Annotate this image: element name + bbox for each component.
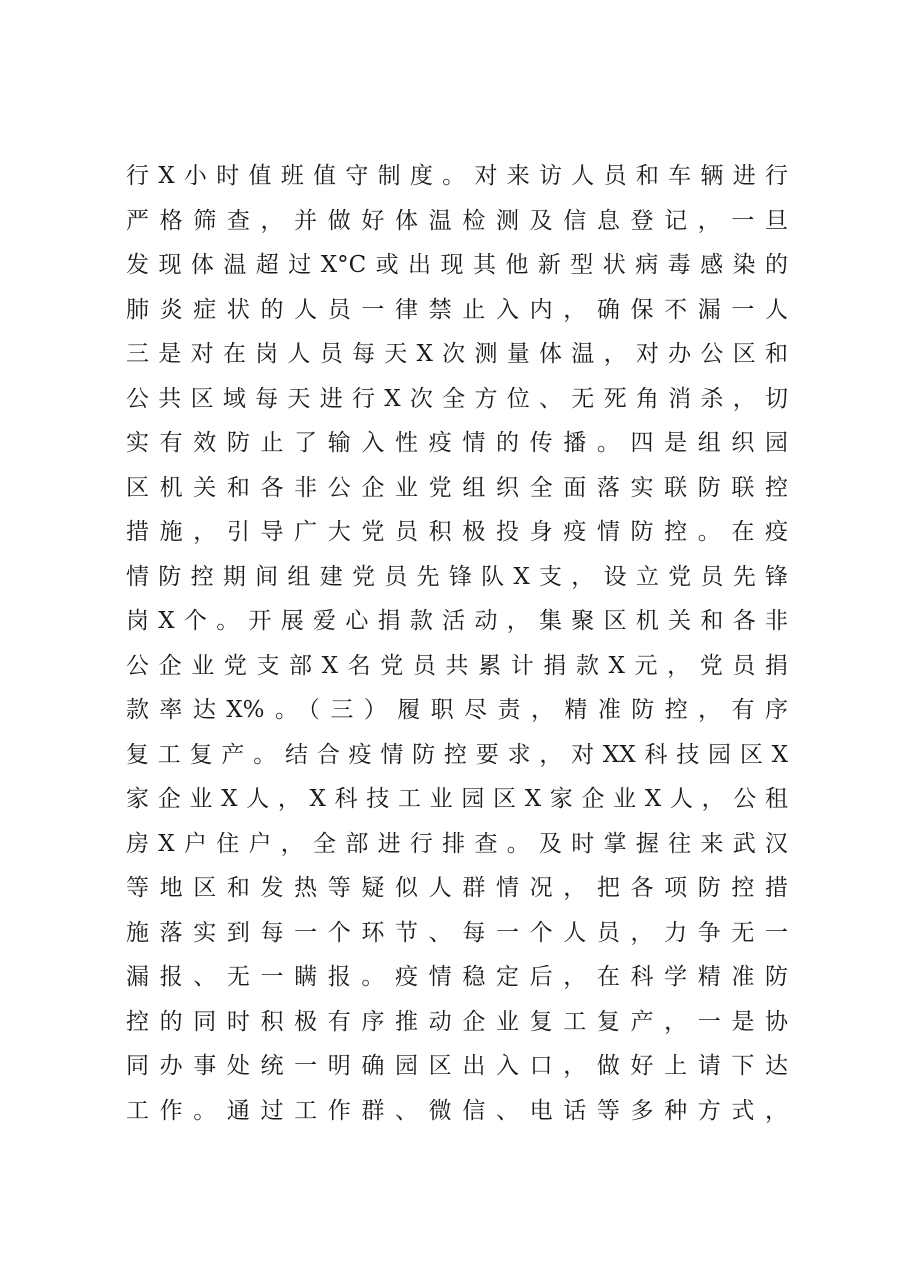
text-line: 公企业党支部X名党员共累计捐款X元，党员捐	[126, 652, 788, 679]
text-line: 漏报、无一瞒报。疫情稳定后，在科学精准防	[126, 964, 788, 990]
text-line: 措施，引导广大党员积极投身疫情防控。在疫	[126, 519, 788, 545]
text-line: 严格筛查，并做好体温检测及信息登记，一旦	[126, 207, 788, 234]
text-line: 岗X个。开展爱心捐款活动，集聚区机关和各非	[126, 608, 788, 634]
text-line: 公共区域每天进行X次全方位、无死角消杀，切	[126, 385, 788, 412]
text-line: 复工复产。结合疫情防控要求，对XX科技园区X	[126, 741, 788, 768]
text-line: 房X户住户，全部进行排查。及时掌握往来武汉	[126, 830, 788, 857]
text-line: 等地区和发热等疑似人群情况，把各项防控措	[126, 875, 788, 901]
text-line: 同办事处统一明确园区出入口，做好上请下达	[126, 1053, 788, 1079]
text-line: 款率达X%。（三）履职尽责，精准防控，有序	[126, 697, 788, 723]
text-line: 施落实到每一个环节、每一个人员，力争无一	[126, 919, 788, 946]
body-text	[126, 154, 788, 1133]
text-line: 三是对在岗人员每天X次测量体温，对办公区和	[126, 341, 788, 367]
text-line: 情防控期间组建党员先锋队X支，设立党员先锋	[126, 563, 788, 590]
text-line: 发现体温超过X°C或出现其他新型状病毒感染的	[126, 252, 788, 278]
text-line: 行X小时值班值守制度。对来访人员和车辆进行	[126, 163, 788, 189]
text-line: 实有效防止了输入性疫情的传播。四是组织园	[126, 430, 788, 456]
text-line: 工作。通过工作群、微信、电话等多种方式，	[126, 1097, 788, 1124]
text-line: 家企业X人，X科技工业园区X家企业X人，公租	[126, 786, 788, 812]
text-line: 肺炎症状的人员一律禁止入内，确保不漏一人	[126, 296, 788, 323]
text-line: 区机关和各非公企业党组织全面落实联防联控	[126, 474, 788, 501]
text-line: 控的同时积极有序推动企业复工复产，一是协	[126, 1008, 788, 1035]
